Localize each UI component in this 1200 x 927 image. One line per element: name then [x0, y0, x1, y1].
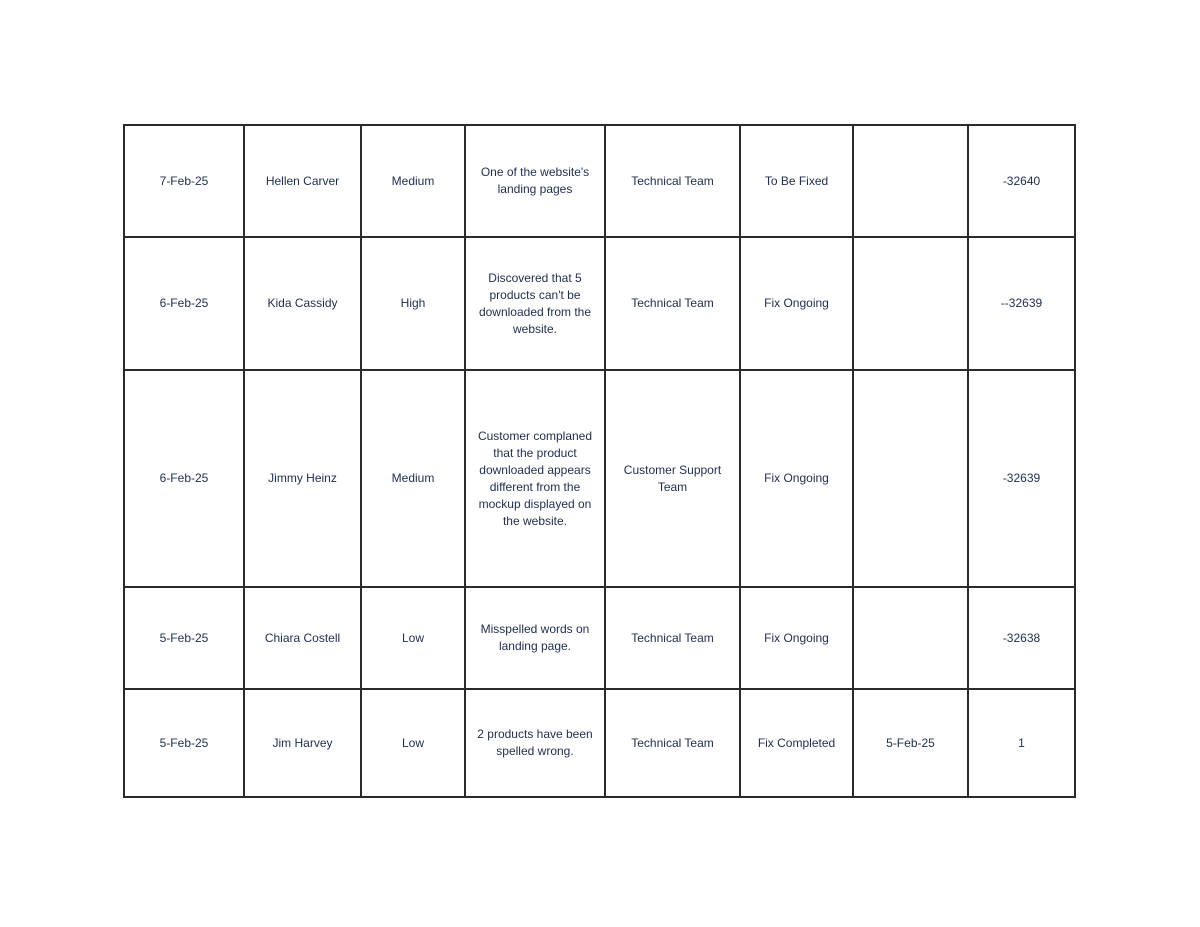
days-cell: -32639 [968, 370, 1075, 587]
table-row [124, 125, 1075, 237]
date-reported-cell: 5-Feb-25 [124, 689, 244, 797]
table-row [124, 587, 1075, 689]
issue-log-sheet [123, 124, 1074, 798]
resolved-date-cell [853, 587, 968, 689]
table-row [124, 370, 1075, 587]
days-cell: -32638 [968, 587, 1075, 689]
days-cell: 1 [968, 689, 1075, 797]
date-reported-cell: 7-Feb-25 [124, 125, 244, 237]
date-reported-cell: 6-Feb-25 [124, 237, 244, 370]
reporter-cell: Jim Harvey [244, 689, 361, 797]
reporter-cell: Chiara Costell [244, 587, 361, 689]
days-cell: -32640 [968, 125, 1075, 237]
assigned-team-cell: Customer Support Team [605, 370, 740, 587]
date-reported-cell: 5-Feb-25 [124, 587, 244, 689]
assigned-team-cell: Technical Team [605, 237, 740, 370]
description-cell: One of the website's landing pages [465, 125, 605, 237]
status-cell: Fix Ongoing [740, 370, 853, 587]
priority-cell: Medium [361, 125, 465, 237]
priority-cell: High [361, 237, 465, 370]
priority-cell: Low [361, 689, 465, 797]
description-cell: Discovered that 5 products can't be downloaded from the website. [465, 237, 605, 370]
assigned-team-cell: Technical Team [605, 689, 740, 797]
description-cell: 2 products have been spelled wrong. [465, 689, 605, 797]
priority-cell: Low [361, 587, 465, 689]
days-cell: --32639 [968, 237, 1075, 370]
status-cell: Fix Ongoing [740, 237, 853, 370]
description-cell: Misspelled words on landing page. [465, 587, 605, 689]
issue-log-table [123, 124, 1076, 798]
resolved-date-cell [853, 125, 968, 237]
assigned-team-cell: Technical Team [605, 125, 740, 237]
table-row [124, 689, 1075, 797]
resolved-date-cell [853, 237, 968, 370]
table-row [124, 237, 1075, 370]
resolved-date-cell [853, 370, 968, 587]
reporter-cell: Jimmy Heinz [244, 370, 361, 587]
status-cell: Fix Completed [740, 689, 853, 797]
date-reported-cell: 6-Feb-25 [124, 370, 244, 587]
reporter-cell: Kida Cassidy [244, 237, 361, 370]
resolved-date-cell: 5-Feb-25 [853, 689, 968, 797]
status-cell: To Be Fixed [740, 125, 853, 237]
reporter-cell: Hellen Carver [244, 125, 361, 237]
priority-cell: Medium [361, 370, 465, 587]
status-cell: Fix Ongoing [740, 587, 853, 689]
description-cell: Customer complaned that the product downloaded appears different from the mockup displayed on the website. [465, 370, 605, 587]
assigned-team-cell: Technical Team [605, 587, 740, 689]
